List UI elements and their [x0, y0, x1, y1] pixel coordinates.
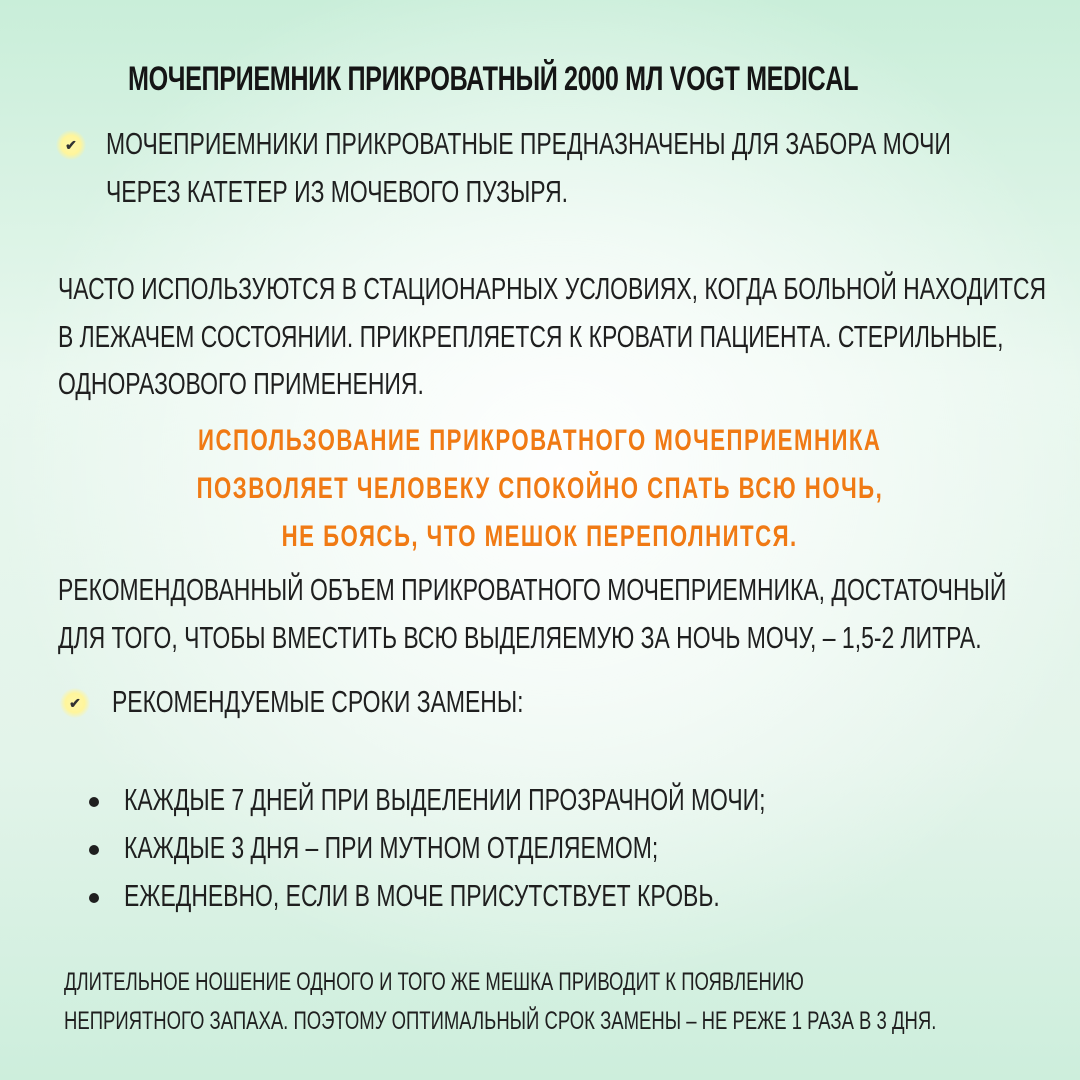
intro-line-2: ЧЕРЕЗ КАТЕТЕР ИЗ МОЧЕВОГО ПУЗЫРЯ.	[106, 174, 569, 209]
footnote-line-2: НЕПРИЯТНОГО ЗАПАХА. ПОЭТОМУ ОПТИМАЛЬНЫЙ СРОК ЗАМЕНЫ – НЕ РЕЖЕ 1 РАЗА В 3 ДНЯ.	[64, 1007, 937, 1035]
usage-line-3: ОДНОРАЗОВОГО ПРИМЕНЕНИЯ.	[58, 366, 424, 401]
list-item: КАЖДЫЕ 3 ДНЯ – ПРИ МУТНОМ ОТДЕЛЯЕМОМ;	[124, 830, 659, 865]
volume-line-2: ДЛЯ ТОГО, ЧТОБЫ ВМЕСТИТЬ ВСЮ ВЫДЕЛЯЕМУЮ ЗА НОЧЬ МОЧУ, – 1,5-2 ЛИТРА.	[58, 620, 982, 655]
checkmark-icon: ✔	[56, 130, 86, 160]
bullet-icon	[89, 893, 99, 903]
usage-line-2: В ЛЕЖАЧЕМ СОСТОЯНИИ. ПРИКРЕПЛЯЕТСЯ К КРОВАТИ ПАЦИЕНТА. СТЕРИЛЬНЫЕ,	[58, 319, 1004, 354]
highlight-line-3: НЕ БОЯСЬ, ЧТО МЕШОК ПЕРЕПОЛНИТСЯ.	[281, 520, 799, 553]
footnote-line-1: ДЛИТЕЛЬНОЕ НОШЕНИЕ ОДНОГО И ТОГО ЖЕ МЕШКА ПРИВОДИТ К ПОЯВЛЕНИЮ	[64, 968, 804, 996]
intro-line-1: МОЧЕПРИЕМНИКИ ПРИКРОВАТНЫЕ ПРЕДНАЗНАЧЕНЫ ДЛЯ ЗАБОРА МОЧИ	[106, 126, 951, 161]
volume-line-1: РЕКОМЕНДОВАННЫЙ ОБЪЕМ ПРИКРОВАТНОГО МОЧЕПРИЕМНИКА, ДОСТАТОЧНЫЙ	[58, 572, 1007, 607]
bullet-icon	[89, 797, 99, 807]
bullet-icon	[89, 845, 99, 855]
page-title: МОЧЕПРИЕМНИК ПРИКРОВАТНЫЙ 2000 МЛ VOGT MEDICAL	[128, 60, 859, 98]
list-item: КАЖДЫЕ 7 ДНЕЙ ПРИ ВЫДЕЛЕНИИ ПРОЗРАЧНОЙ МОЧИ;	[124, 782, 766, 817]
list-item: ЕЖЕДНЕВНО, ЕСЛИ В МОЧЕ ПРИСУТСТВУЕТ КРОВЬ.	[124, 878, 720, 913]
highlight-line-1: ИСПОЛЬЗОВАНИЕ ПРИКРОВАТНОГО МОЧЕПРИЕМНИКА	[198, 424, 882, 457]
highlight-line-2: ПОЗВОЛЯЕТ ЧЕЛОВЕКУ СПОКОЙНО СПАТЬ ВСЮ НОЧЬ,	[196, 472, 884, 505]
usage-line-1: ЧАСТО ИСПОЛЬЗУЮТСЯ В СТАЦИОНАРНЫХ УСЛОВИЯХ, КОГДА БОЛЬНОЙ НАХОДИТСЯ	[58, 271, 1047, 306]
replacement-heading: РЕКОМЕНДУЕМЫЕ СРОКИ ЗАМЕНЫ:	[112, 684, 524, 719]
checkmark-icon: ✔	[60, 688, 90, 718]
